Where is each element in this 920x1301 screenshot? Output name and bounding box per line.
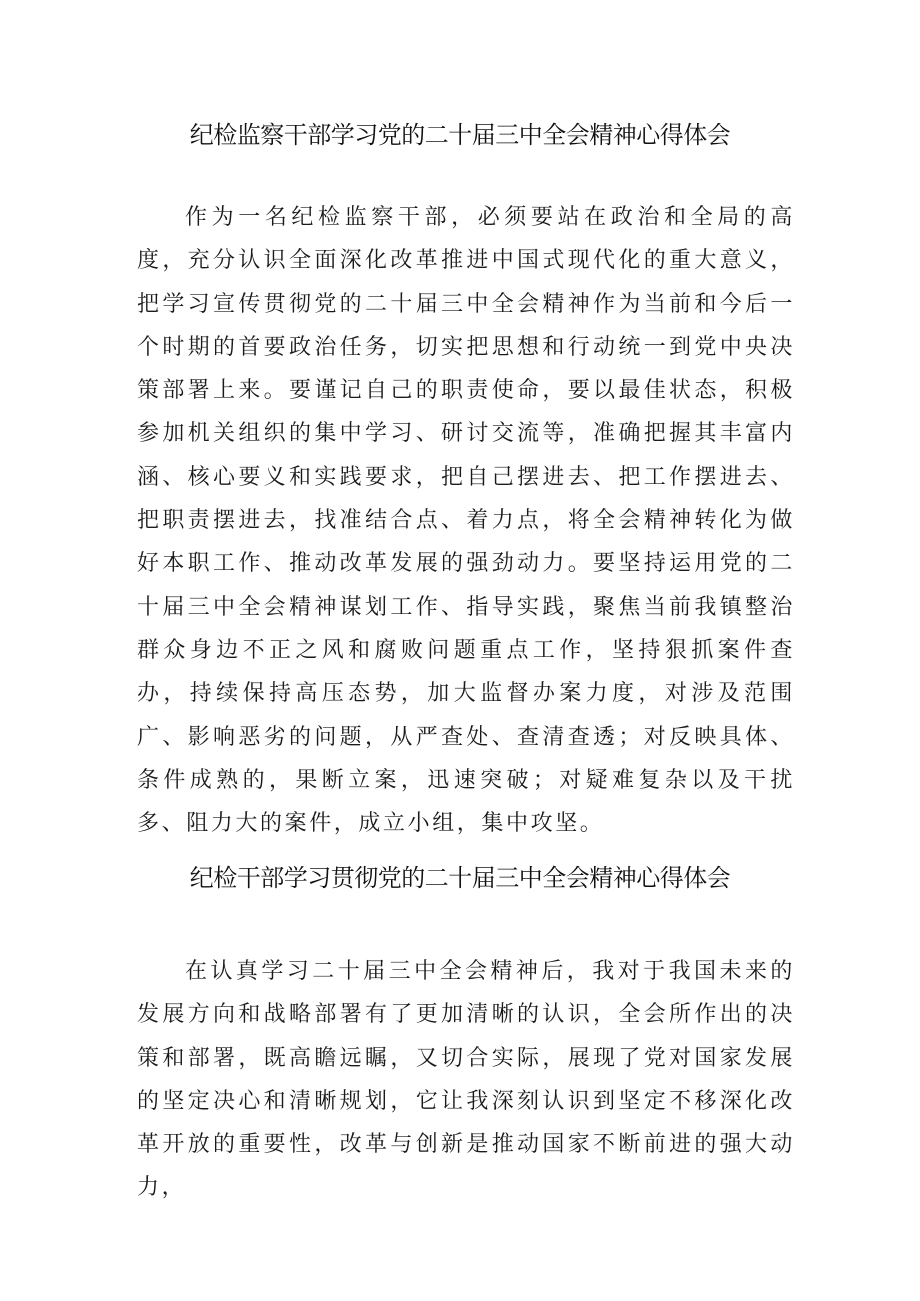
- section-2-title: 纪检干部学习贯彻党的二十届三中全会精神心得体会: [189, 864, 731, 892]
- section-1-paragraph: 作为一名纪检监察干部，必须要站在政治和全局的高度，充分认识全面深化改革推进中国式现代化的重大意义，把学习宣传贯彻党的二十届三中全会精神作为当前和今后一个时期的首要政治任务，切实把思想和行动统一到党中央决策部署上来。要谨记自己的职责使命，要以最佳状态，积极参加机关组织的集中学习、研讨交流等，准确把握其丰富内涵、核心要义和实践要求，把自己摆进去、把工作摆进去、把职责摆进去，找准结合点、着力点，将全会精神转化为做好本职工作、推动改革发展的强劲动力。要坚持运用党的二十届三中全会精神谋划工作、指导实践，聚焦当前我镇整治群众身边不正之风和腐败问题重点工作，坚持狠抓案件查办，持续保持高压态势，加大监督办案力度，对涉及范围广、影响恶劣的问题，从严查处、查清查透；对反映具体、条件成熟的，果断立案，迅速突破；对疑难复杂以及干扰多、阻力大的案件，成立小组，集中攻坚。: [137, 205, 795, 837]
- section-1-title: 纪检监察干部学习党的二十届三中全会精神心得体会: [189, 121, 731, 149]
- section-2-paragraph: 在认真学习二十届三中全会精神后，我对于我国未来的发展方向和战略部署有了更加清晰的认识，全会所作出的决策和部署，既高瞻远瞩，又切合实际，展现了党对国家发展的坚定决心和清晰规划，它让我深刻认识到坚定不移深化改革开放的重要性，改革与创新是推动国家不断前进的强大动力，: [137, 959, 795, 1201]
